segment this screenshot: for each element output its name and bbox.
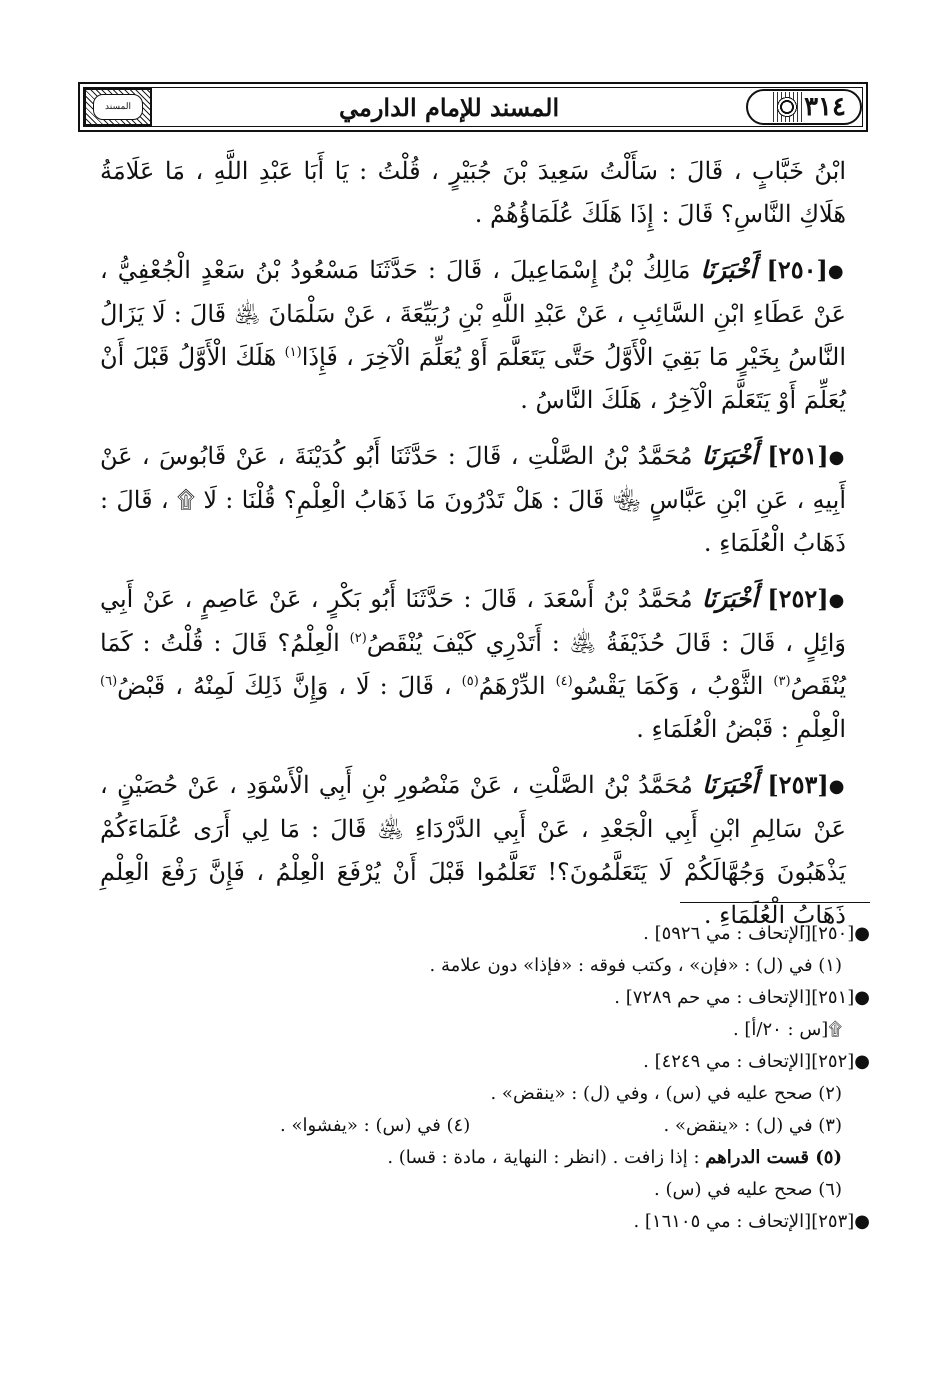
hadith-entry-251: [100, 434, 846, 565]
bullet-icon: ●: [828, 776, 846, 797]
running-title: المسند للإمام الدارمي: [338, 92, 560, 122]
bullet-icon: ●: [828, 590, 846, 611]
ornament-text-line1: المسند: [105, 102, 131, 112]
hadith-entry-252: [100, 577, 846, 751]
hadith-text: الْعِلْمِ : قَبْضُ الْعُلَمَاءِ .: [636, 715, 846, 743]
hadith-text: هَلَكَ الْأَوَّلُ قَبْلَ أَنْ يُعَلِّمَ أَوْ يَتَعَلَّمَ الْآخِرُ ، هَلَكَ النَّاسُ .: [100, 343, 846, 414]
footnote-2: (٢) صحح عليه في (س) ، وفي (ل) : «ينقض» .: [490, 1083, 842, 1104]
footnote-ref: (٢): [349, 631, 367, 646]
hadith-entry-253: [100, 763, 846, 937]
footnote-ref: (٥): [461, 674, 479, 689]
akhbarana-label: أَخْبَرَنَا: [701, 441, 758, 470]
footnote-1: (١) في (ل) : «فإن» ، وكتب فوقه : «فإذا» دون علامة .: [429, 955, 842, 976]
akhbarana-label: أَخْبَرَنَا: [701, 584, 758, 613]
bullet-icon: ●: [854, 1051, 870, 1072]
footnote-5-term: (٥) قست الدراهم: [705, 1147, 842, 1168]
hadith-text: الْعِلْمُ؟ قَالَ : قُلْتُ : كَمَا يُنْقَصُ: [100, 629, 847, 700]
bullet-icon: ●: [854, 1211, 870, 1232]
footnote-takhrij-253: ●[٢٥٣][الإتحاف : مي ١٦١٠٥] .: [633, 1211, 870, 1232]
footnote-takhrij-250: ●[٢٥٠][الإتحاف : مي ٥٩٢٦] .: [643, 923, 870, 944]
hadith-text: مَالِكُ بْنُ إِسْمَاعِيلَ ، قَالَ : حَدَّثَنَا مَسْعُودُ بْنُ سَعْدٍ الْجُعْفِيُّ ، عَنْ عَطَاءِ ابْنِ السَّائِبِ ، عَنْ عَبْدِ اللَّهِ بْنِ رُبَيِّعَةَ ، عَنْ سَلْمَانَ ﵁ قَالَ : لَا يَزَالُ النَّاسُ بِخَيْرٍ مَا بَقِيَ الْأَوَّلُ حَتَّى يَتَعَلَّمَ أَوْ يُعَلِّمَ الْآخِرَ ، فَإِذَا: [100, 256, 847, 371]
bullet-icon: ●: [828, 447, 846, 468]
akhbarana-label: أَخْبَرَنَا: [700, 255, 757, 284]
main-text: [100, 150, 846, 937]
page-number: ٣١٤: [804, 92, 846, 122]
page-number-box: [746, 89, 862, 125]
footnote-6: (٦) صحح عليه في (س) .: [654, 1179, 842, 1200]
ornament-emblem: [93, 94, 143, 120]
hadith-text: مُحَمَّدُ بْنُ الصَّلْتِ ، عَنْ مَنْصُورِ بْنِ أَبِي الْأَسْوَدِ ، عَنْ حُصَيْنٍ ، عَنْ سَالِمِ ابْنِ أَبِي الْجَعْدِ ، عَنْ أَبِي الدَّرْدَاءِ ﵁ قَالَ : مَا لِي أَرَى عُلَمَاءَكُمْ يَذْهَبُونَ وَجُهَّالَكُمْ لَا يَتَعَلَّمُونَ؟! تَعَلَّمُوا قَبْلَ أَنْ يُرْفَعَ الْعِلْمُ ، فَإِنَّ رَفْعَ الْعِلْمِ ذَهَابُ الْعُلَمَاءِ .: [100, 771, 846, 929]
hadith-text: مُحَمَّدُ بْنُ الصَّلْتِ ، قَالَ : حَدَّثَنَا أَبُو كُدَيْنَةَ ، عَنْ قَابُوسَ ، عَنْ أَبِيهِ ، عَنِ ابْنِ عَبَّاسٍ ﵄ قَالَ : هَلْ تَدْرُونَ مَا ذَهَابُ الْعِلْمِ؟ قُلْنَا : لَا ۩ ، قَالَ : ذَهَابُ الْعُلَمَاءِ .: [100, 442, 846, 557]
hadith-number: [٢٥٢]: [767, 584, 829, 613]
continuation-text: ابْنُ خَبَّابٍ ، قَالَ : سَأَلْتُ سَعِيدَ بْنَ جُبَيْرٍ ، قُلْتُ : يَا أَبَا عَبْدِ اللَّهِ ، مَا عَلَامَةُ هَلَاكِ النَّاسِ؟ قَالَ : إِذَا هَلَكَ عُلَمَاؤُهُمْ .: [100, 157, 846, 228]
footnote-ref: (٦): [100, 674, 118, 689]
hadith-text: ، قَالَ : لَا ، وَإِنَّ ذَلِكَ لَمِنْهُ ، قَبْضُ: [117, 672, 452, 700]
hadith-text: مُحَمَّدُ بْنُ أَسْعَدَ ، قَالَ : حَدَّثَنَا أَبُو بَكْرٍ ، عَنْ عَاصِمٍ ، عَنْ أَبِي وَائِلٍ ، قَالَ : قَالَ حُذَيْفَةُ ﵁ : أَتَدْرِي كَيْفَ يُنْقَصُ: [100, 585, 846, 657]
footnote-3: (٣) في (ل) : «ينقض» .: [663, 1115, 842, 1136]
hadith-text: الثَّوْبُ ، وَكَمَا يَقْسُو: [572, 672, 764, 700]
footnote-ref: (٤): [555, 674, 573, 689]
page-number-ornament-icon: [770, 92, 804, 122]
footnotes-section: [100, 918, 870, 1238]
footnote-ref: (١): [284, 345, 302, 360]
footnote-5: (٥) قست الدراهم : إذا زافت . (انظر : النهاية ، مادة : قسا) .: [387, 1147, 842, 1168]
footnote-takhrij-252: ●[٢٥٢][الإتحاف : مي ٤٢٤٩] .: [643, 1051, 870, 1072]
footnote-4: (٤) في (س) : «يفشوا» .: [280, 1115, 471, 1136]
page-header: [78, 82, 868, 132]
akhbarana-label: أَخْبَرَنَا: [702, 770, 759, 799]
bullet-icon: ●: [854, 987, 870, 1008]
hadith-number: [٢٥١]: [767, 441, 829, 470]
footnote-takhrij-251: ●[٢٥١][الإتحاف : مي حم ٧٢٨٩] .: [614, 987, 870, 1008]
footnote-row-3-4: [100, 1110, 870, 1142]
bullet-icon: ●: [854, 923, 870, 944]
manuscript-marker: ۩[س : ٢٠/أ] .: [732, 1019, 842, 1040]
footnote-ref: (٣): [773, 674, 791, 689]
hadith-number: [٢٥٠]: [766, 255, 828, 284]
hadith-text: الدِّرْهَمُ: [478, 672, 546, 700]
hadith-number: [٢٥٣]: [767, 770, 829, 799]
footnote-divider: [680, 902, 870, 903]
ornament-left-frame: [84, 88, 152, 126]
bullet-icon: ●: [827, 261, 846, 282]
hadith-entry-250: [100, 248, 846, 422]
